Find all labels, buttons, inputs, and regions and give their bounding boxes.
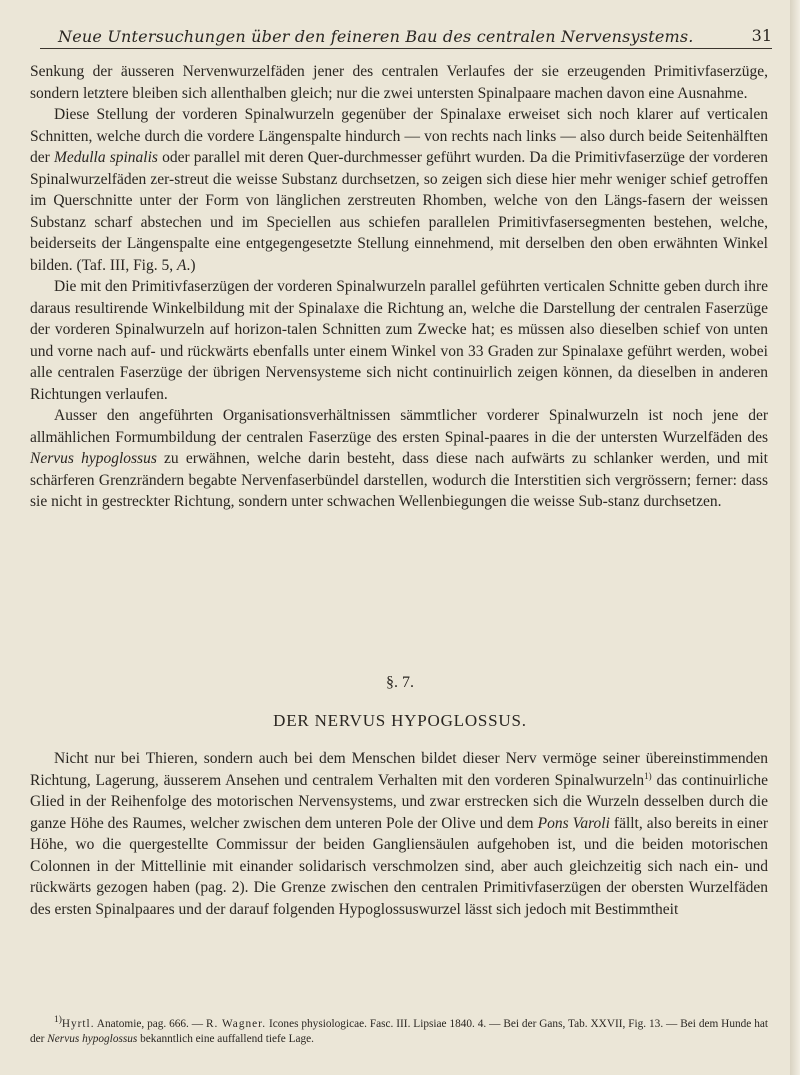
footnote-text-2: Icones physiologicae. Fasc. III. Lipsiae 1840. 4. — Bei der Gans, Tab. XXVII, Fig. 13. — Bei dem Hunde hat der bbox=[30, 1017, 768, 1045]
paragraph-4-text-b: zu erwähnen, welche darin besteht, dass diese nach aufwärts zu schlanker werden, und mit schärferen Grenzrändern begabte Nervenfaserbündel darstellen, wodurch die Interstitien sich vergrössern; ferner: dass sie nicht in gestreckter Richtung, sondern unter schwachen Wellenbiegungen die weisse Sub-stanz durchsetzen. bbox=[30, 450, 768, 510]
paragraph-5-text-a: Nicht nur bei Thieren, sondern auch bei dem Menschen bildet dieser Nerv vermöge seiner übereinstimmenden Richtung, Lagerung, äusserem Ansehen und centralem Verhalten mit den vorderen Spinalwurzeln bbox=[30, 750, 768, 789]
paragraph-1 bbox=[30, 61, 768, 104]
footnote-1 bbox=[30, 1013, 768, 1047]
term-medulla-spinalis: Medulla spinalis bbox=[53, 149, 158, 166]
paragraph-5-text-c: fällt, also bereits in einer Höhe, wo die quergestellte Commissur der beiden Gangliensäulen aufgehoben ist, und die beiden motorischen Colonnen in der Mittellinie mit einander solidarisch verschmolzen sind, aber auch gleichzeitig sich nach ein- und rückwärts gezogen haben (pag. 2). Die Grenze zwischen den centralen Primitivfaserzügen der obersten Wurzelfäden des ersten Spinalpaares und der darauf folgenden Hypoglossuswurzel lässt sich jedoch mit Bestimmtheit bbox=[30, 814, 769, 918]
section-title: DER NERVUS HYPOGLOSSUS. bbox=[273, 711, 527, 730]
footnote-reference: 1) bbox=[644, 770, 652, 781]
paragraph-2-text-a: Diese Stellung der vorderen Spinalwurzeln gegenüber der Spinalaxe erweiset sich noch klarer auf verticalen Schnitten, welche durch die vordere Längenspalte hindurch — von rechts nach links — also durch beide Seitenhälften der bbox=[30, 106, 768, 166]
figure-letter: A bbox=[177, 256, 187, 274]
footnote-text-3: bekanntlich eine auffallend tiefe Lage. bbox=[137, 1032, 315, 1045]
footnote-author-wagner: R. Wagner. bbox=[205, 1017, 267, 1030]
paragraph-2-text-c: .) bbox=[186, 256, 196, 274]
page-number: 31 bbox=[751, 26, 772, 45]
paragraph-3-text: Die mit den Primitivfaserzügen der vorderen Spinalwurzeln parallel geführten verticalen Schnitte geben durch ihre daraus resultirende Winkelbildung mit der Spinalaxe die Richtung an, welche die Darstellung der centralen Faserzüge der vorderen Spinalwurzeln auf horizon-talen Schnitten zum Zwecke hat; es müssen also dieselben schief von unten und vorne nach auf- und rückwärts ebenfalls unter einem Winkel von 33 Graden zur Spinalaxe geführt werden, wobei alle centralen Faserzüge der übrigen Nervensysteme sich nicht continuirlich zeigen können, da dieselben in anderen Richtungen verlaufen. bbox=[30, 278, 768, 403]
paragraph-4 bbox=[30, 405, 768, 513]
section-body-text bbox=[30, 748, 768, 920]
page-header bbox=[40, 20, 772, 49]
term-nervus-hypoglossus: Nervus hypoglossus bbox=[30, 450, 157, 467]
footnote-term-nervus-hypoglossus: Nervus hypoglossus bbox=[47, 1032, 138, 1045]
footnote-mark: 1) bbox=[54, 1015, 62, 1025]
running-head: Neue Untersuchungen über den feineren Bau des centralen Nervensystems. bbox=[58, 27, 694, 46]
paragraph-4-text-a: Ausser den angeführten Organisationsverhältnissen sämmtlicher vorderer Spinalwurzeln ist noch jene der allmählichen Formumbildung der centralen Faserzüge des ersten Spinal-paares in die der untersten Wurzelfäden des bbox=[30, 407, 768, 446]
section-number: §. 7. bbox=[386, 674, 414, 691]
page-edge-shadow bbox=[790, 0, 800, 1075]
paragraph-2 bbox=[30, 104, 768, 276]
paragraph-5-text-b: das continuirliche Glied in der Reihenfolge des motorischen Nervensystems, und zwar erstrecken sich die Wurzeln desselben durch die ganze Höhe des Raumes, welcher zwischen dem unteren Pole der Olive und dem bbox=[30, 771, 768, 832]
footnote-author-hyrtl: Hyrtl. bbox=[61, 1017, 95, 1030]
term-pons-varoli: Pons Varoli bbox=[537, 814, 610, 832]
footnotes bbox=[30, 1013, 768, 1047]
body-text bbox=[30, 61, 768, 513]
paragraph-2-text-b: oder parallel mit deren Quer-durchmesser geführt wurden. Da die Primitivfaserzüge der vorderen Spinalwurzelfäden zer-streut die weisse Substanz durchsetzen, so zeigen sich diese hier mehr weniger schief getroffen im Querschnitte unter der Form von länglichen zerstreuten Rhomben, welche von den Längs-fasern der weissen Substanz scharf abstechen und im Speciellen aus schiefen parallelen Primitivfasersegmenten bestehen, welche, beiderseits der Längenspalte eine entgegengesetzte Stellung einnehmend, mit derselben den oben erwähnten Winkel bilden. (Taf. III, Fig. 5, bbox=[30, 149, 769, 274]
paragraph-5 bbox=[30, 748, 768, 920]
paragraph-1-text: Senkung der äusseren Nervenwurzelfäden jener des centralen Verlaufes der sie erzeugenden Primitivfaserzüge, sondern letztere bleiben sich allenthalben gleich; nur die zwei untersten Spinalpaare machen davon eine Ausnahme. bbox=[30, 63, 768, 102]
footnote-text-1: Anatomie, pag. 666. — bbox=[94, 1017, 206, 1030]
paragraph-3 bbox=[30, 276, 768, 405]
